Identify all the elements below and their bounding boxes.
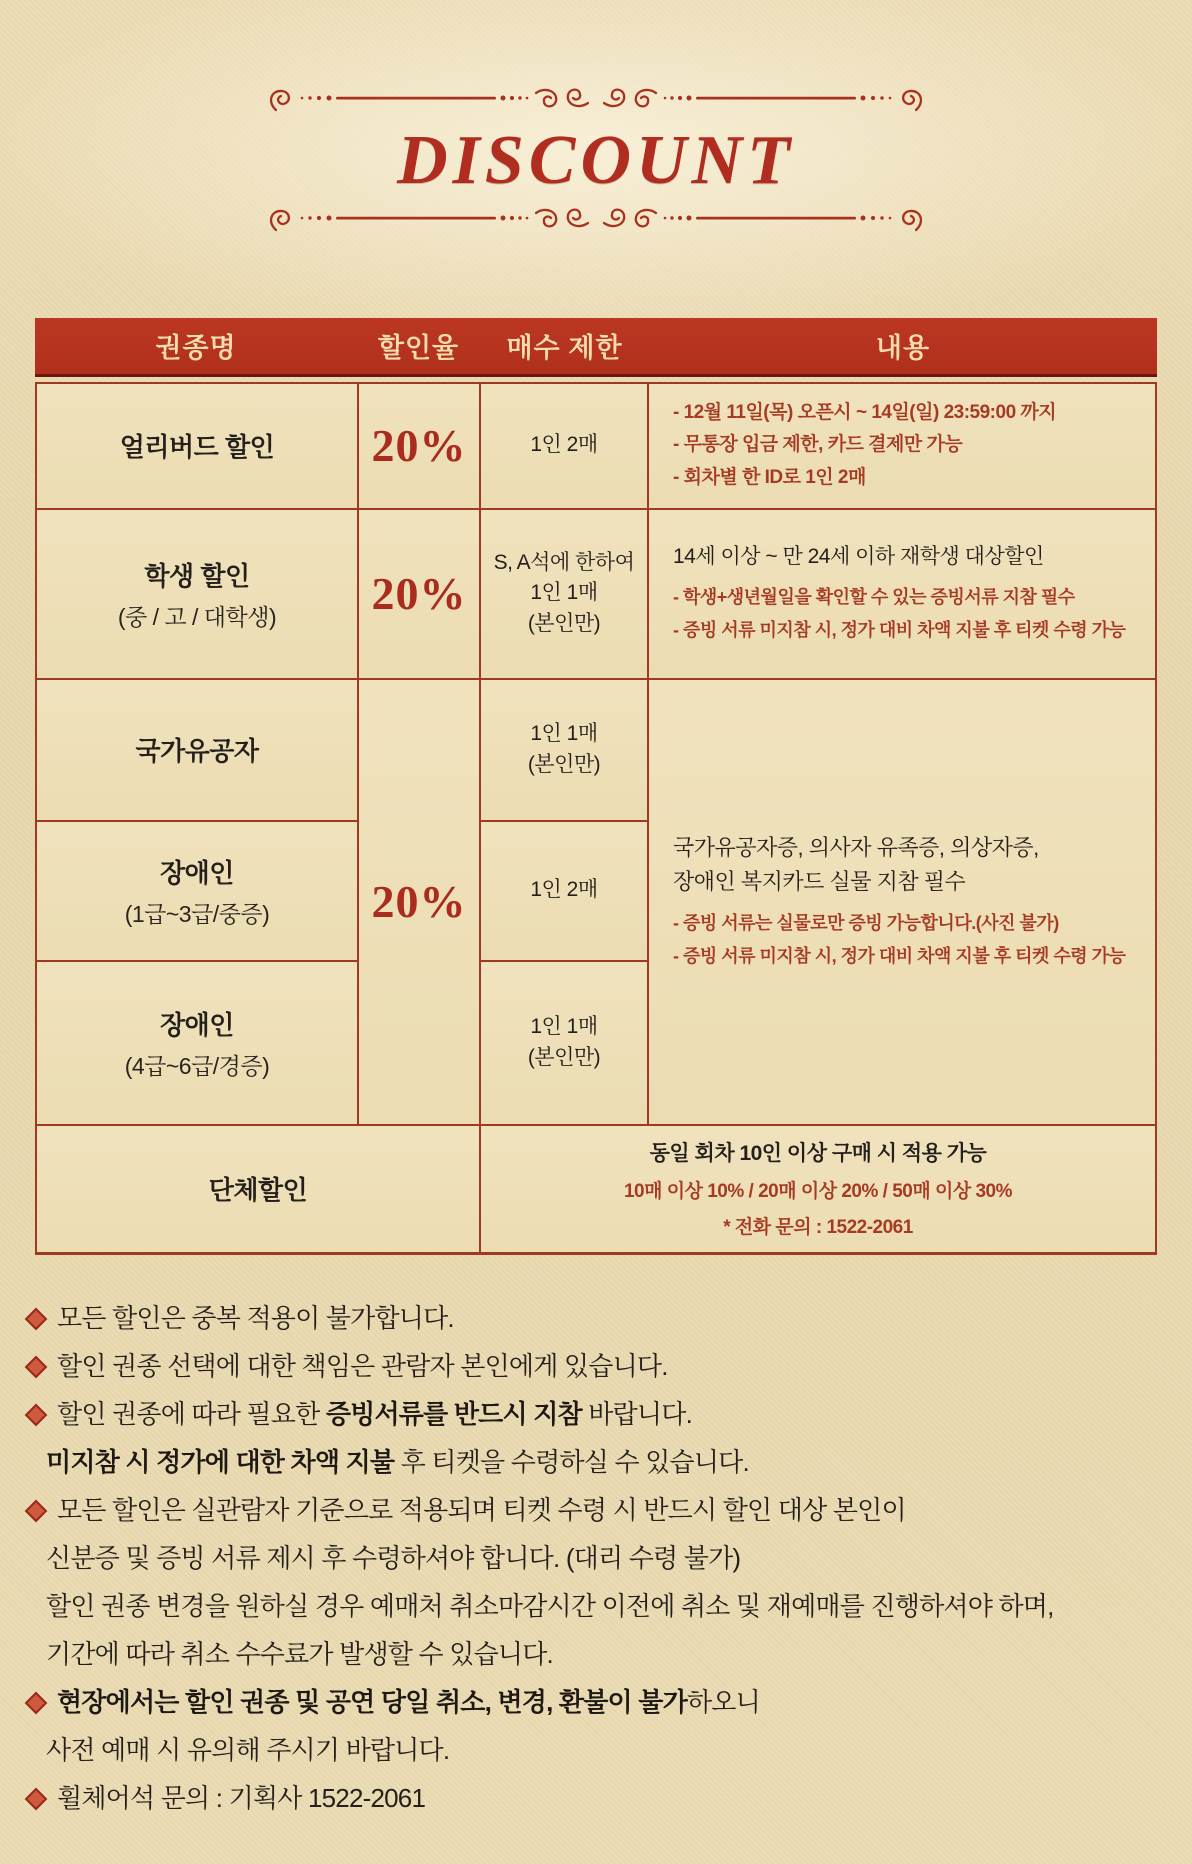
diamond-bullet-icon [25, 1692, 48, 1715]
content-line-red: - 증빙 서류 미지참 시, 정가 대비 차액 지불 후 티켓 수령 가능 [673, 945, 1126, 966]
note-text: 모든 할인은 실관람자 기준으로 적용되며 티켓 수령 시 반드시 할인 대상 본인이 [57, 1494, 906, 1525]
limit-line: S, A석에 한하여 [493, 550, 635, 574]
ticket-type-sublabel: (중 / 고 / 대학생) [117, 603, 277, 630]
note-text: 기간에 따라 취소 수수료가 발생할 수 있습니다. [46, 1639, 553, 1670]
discount-table [35, 318, 1157, 1255]
table-row-veteran-name [37, 680, 357, 820]
limit-line: (본인만) [527, 1045, 601, 1069]
diamond-bullet-icon [25, 1307, 48, 1330]
note-item [28, 1781, 1166, 1816]
content-line-black: 국가유공자증, 의사자 유족증, 의상자증, [673, 835, 1039, 861]
discount-rate-value: 20% [371, 876, 467, 927]
table-merged-content [649, 680, 1155, 1124]
note-text: 모든 할인은 중복 적용이 불가합니다. [57, 1302, 454, 1333]
content-line-black: 14세 이상 ~ 만 24세 이하 재학생 대상할인 [673, 544, 1044, 568]
diamond-bullet-icon [25, 1403, 48, 1426]
header-purchase-limit: 매수 제한 [506, 333, 623, 363]
diamond-bullet-icon [25, 1788, 48, 1811]
ticket-type-label: 국가유공자 [135, 736, 259, 766]
content-line-red: - 증빙 서류 미지참 시, 정가 대비 차액 지불 후 티켓 수령 가능 [673, 619, 1126, 640]
ornament-bottom-flourish-icon [266, 204, 926, 236]
content-line-red: - 12월 11일(목) 오픈시 ~ 14일(일) 23:59:00 까지 [673, 402, 1057, 424]
table-row-earlybird-limit [481, 384, 647, 508]
note-text: 후 티켓을 수령하실 수 있습니다. [394, 1446, 749, 1477]
table-row-veteran-limit [481, 680, 647, 820]
ticket-type-label: 학생 할인 [144, 560, 250, 591]
note-continuation [28, 1733, 1166, 1768]
content-line-red: * 전화 문의 : 1522-2061 [723, 1216, 913, 1238]
content-line-red: - 무통장 입금 제한, 카드 결제만 가능 [673, 434, 963, 456]
note-continuation [28, 1637, 1166, 1672]
content-line-red: - 증빙 서류는 실물로만 증빙 가능합니다.(사진 불가) [673, 913, 1059, 934]
title-block [0, 0, 1192, 236]
note-text: 할인 권종 선택에 대한 책임은 관람자 본인에게 있습니다. [57, 1350, 668, 1381]
diamond-bullet-icon [25, 1500, 48, 1523]
limit-line: 1인 1매 [530, 722, 598, 746]
note-text-bold: 현장에서는 할인 권종 및 공연 당일 취소, 변경, 환불이 불가 [57, 1687, 687, 1718]
table-body [35, 382, 1157, 1255]
diamond-bullet-icon [25, 1355, 48, 1378]
note-text: 휠체어석 문의 : 기획사 1522-2061 [57, 1783, 426, 1814]
table-merged-rate [359, 680, 479, 1124]
header-discount-rate: 할인율 [377, 333, 460, 363]
table-row-disabled-mild-limit [481, 962, 647, 1124]
table-row-student-limit [481, 510, 647, 678]
note-item [28, 1493, 1166, 1528]
table-row-disabled-severe-name [37, 822, 357, 960]
table-row-student-name [37, 510, 357, 678]
ornament-top-flourish-icon [266, 84, 926, 116]
content-line-red: - 회차별 한 ID로 1인 2매 [673, 466, 866, 488]
table-row-student-rate [359, 510, 479, 678]
table-row-earlybird-content [649, 384, 1155, 508]
notes-section [28, 1301, 1166, 1817]
note-continuation [28, 1541, 1166, 1576]
note-text-bold: 미지참 시 정가에 대한 차액 지불 [46, 1446, 395, 1477]
note-continuation [28, 1445, 1166, 1480]
discount-rate-value: 20% [371, 420, 467, 471]
page-title: DISCOUNT [397, 122, 795, 199]
header-details: 내용 [875, 333, 931, 363]
limit-line: 1인 2매 [530, 878, 598, 902]
table-row-group-content [481, 1126, 1155, 1252]
ticket-type-label: 얼리버드 할인 [119, 432, 275, 462]
note-text-bold: 증빙서류를 반드시 지참 [325, 1398, 582, 1429]
note-text: 하오니 [686, 1687, 760, 1718]
table-row-disabled-mild-name [37, 962, 357, 1124]
note-text: 할인 권종 변경을 원하실 경우 예매처 취소마감시간 이전에 취소 및 재예매를 진행하셔야 하며, [46, 1591, 1054, 1622]
content-line-red: - 학생+생년월일을 확인할 수 있는 증빙서류 지참 필수 [673, 587, 1075, 608]
ticket-type-label: 장애인 [160, 1009, 234, 1040]
note-item [28, 1349, 1166, 1384]
table-row-disabled-severe-limit [481, 822, 647, 960]
note-text: 신분증 및 증빙 서류 제시 후 수령하셔야 합니다. (대리 수령 불가) [46, 1542, 741, 1573]
limit-line: 1인 2매 [530, 433, 598, 457]
limit-line: 1인 1매 [530, 1015, 598, 1039]
ticket-type-sublabel: (1급~3급/중증) [124, 900, 270, 927]
discount-rate-value: 20% [371, 568, 467, 619]
note-item [28, 1397, 1166, 1432]
ticket-type-label: 단체할인 [208, 1175, 308, 1205]
ticket-type-label: 장애인 [160, 857, 234, 888]
table-row-group-name [37, 1126, 479, 1252]
note-text: 사전 예매 시 유의해 주시기 바랍니다. [46, 1735, 450, 1766]
ticket-type-sublabel: (4급~6급/경증) [124, 1052, 270, 1079]
limit-line: 1인 1매 [530, 581, 598, 605]
note-text: 할인 권종에 따라 필요한 [57, 1398, 326, 1429]
table-header-row [35, 318, 1157, 377]
limit-line: (본인만) [527, 611, 601, 635]
content-line-red: 10매 이상 10% / 20매 이상 20% / 50매 이상 30% [623, 1180, 1013, 1202]
table-row-student-content [649, 510, 1155, 678]
content-line-black: 장애인 복지카드 실물 지참 필수 [673, 869, 966, 895]
limit-line: (본인만) [527, 752, 601, 776]
note-continuation [28, 1589, 1166, 1624]
note-item [28, 1301, 1166, 1336]
content-line-black: 동일 회차 10인 이상 구매 시 적용 가능 [649, 1141, 987, 1165]
note-item [28, 1685, 1166, 1720]
header-ticket-type: 권종명 [155, 333, 237, 363]
table-row-earlybird-name [37, 384, 357, 508]
table-row-earlybird-rate [359, 384, 479, 508]
note-text: 바랍니다. [581, 1398, 692, 1429]
